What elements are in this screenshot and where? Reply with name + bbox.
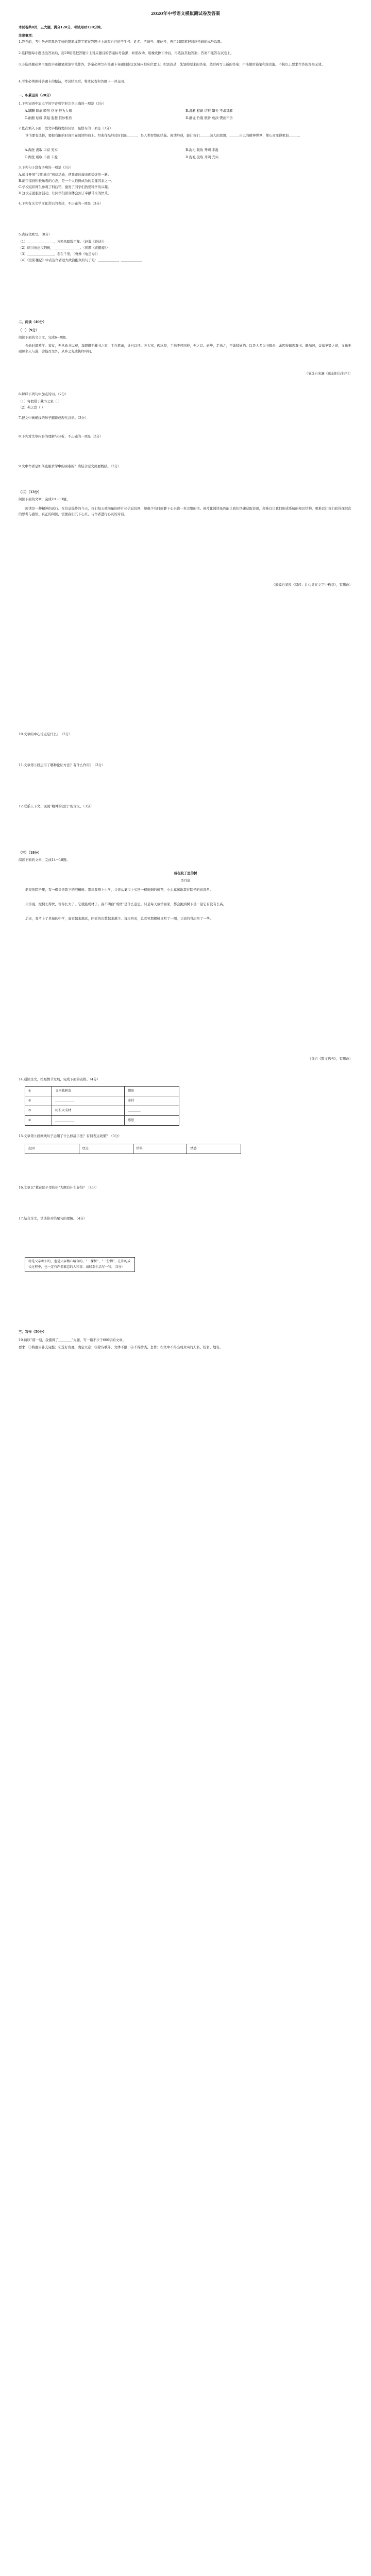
table-cell: ③ xyxy=(25,1106,52,1116)
sec3-heading: （三）（18分） xyxy=(19,851,42,855)
q1-option-b: B.澄澈 慰藉 诘难 擎天 不求甚解 xyxy=(185,109,233,113)
part2-heading: 二、阅读（40分） xyxy=(19,320,46,324)
q17-stem: 17.结合全文，谈谈你对结尾句的理解。（4分） xyxy=(19,1216,87,1221)
q14-stem: 14.通读全文，按照情节发展，完成下面的表格。（4分） xyxy=(19,1077,100,1081)
table-cell: ④ xyxy=(25,1116,52,1126)
writing-prompt: 19.请以“那一刻，我懂得了＿＿＿＿”为题，写一篇不少于600字的文章。 xyxy=(19,1338,126,1342)
q10-stem: 10.文章的中心论点是什么？（2分） xyxy=(19,732,72,736)
story-para-2: 父亲说，泡桐长得快，等你长大了，它就能成材了。我不明白“成材”是什么意思，只是每天放学回家，都会跑到树下量一量它有没有长高。 xyxy=(25,902,226,906)
q3-stem: 3.下列句子没有语病的一项是（3分） xyxy=(19,165,74,170)
table-row xyxy=(25,1116,179,1126)
q5-line-4: （4）《岳阳楼记》中表达作者远大政治抱负的句子是：＿＿＿＿＿＿，＿＿＿＿＿＿。 xyxy=(19,258,144,262)
story-para-3: 后来，我考上了县城的中学，离家越来越远，回家的次数越来越少。每次回来，总看见那棵树又粗了一圈，父亲的背却弯了一些。 xyxy=(25,917,213,921)
table-row xyxy=(25,1087,179,1096)
sec3-instruction: 阅读下面的文章，完成14～18题。 xyxy=(19,858,70,862)
passage-a-source: （节选自宋濂《送东阳马生序》） xyxy=(305,371,352,376)
q2-option-d: D.洗礼 汲取 开阔 充实 xyxy=(185,155,219,159)
q6-line-1: （1）每假借于藏书之家（ ） xyxy=(19,399,61,403)
q1-option-c: C.酝酿 炫耀 狭隘 遐想 惟妙惟肖 xyxy=(25,116,72,120)
part3-heading: 三、写作（50分） xyxy=(19,1330,46,1334)
q2-text: 读书要有选择，要把有限的时间用在阅读经典上。经典作品经过时间的＿＿＿，是人类智慧的结晶。阅读经典，能让我们＿＿＿前人的思想，＿＿＿自己的精神世界，使心灵变得更加＿＿＿。 xyxy=(25,133,302,138)
box-label-emotion: 情感 xyxy=(187,1144,241,1154)
q4-stem: 4.下列有关文学文化常识的表述，不正确的一项是（3分） xyxy=(19,201,103,206)
plot-table xyxy=(25,1086,179,1126)
box-label-result: 结果 xyxy=(133,1144,187,1154)
table-cell: 牵挂 xyxy=(124,1096,179,1106)
q7-stem: 7.把文中画横线的句子翻译成现代汉语。（3分） xyxy=(19,416,88,420)
q6-stem: 6.解释下列句中加点的词。（2分） xyxy=(19,392,69,396)
sec1-instruction: 阅读下面的文言文，完成6～9题。 xyxy=(19,335,69,340)
passage-b: 阅读是一种精神的远行。在信息爆炸的今天，我们每天被海量的碎片化信息包围，却很少有时间静下心来读一本完整的书。碎片化阅读虽然能让我们快速获取资讯，却难以让我们形成系统的知识结构，更难以让我们获得深层次的思考与感悟。真正的阅读，需要我们沉下心来，与作者进行心灵的对话。 xyxy=(19,506,351,516)
q1-option-a: A.蹒跚 肆虐 畸形 恪守 鲜为人知 xyxy=(25,109,72,113)
note-3: 3.非选择题必须用黑色字迹钢笔或签字笔作答，答案必须写在答题卡各题目指定区域内相应位置上；如需改动，先划掉原来的答案，然后再写上新的答案；不准使用铅笔和涂改液。不按以上要求作答的答案无效。 xyxy=(19,62,325,66)
table-cell: ＿＿＿＿ xyxy=(124,1106,179,1116)
q2-option-b: B.洗礼 吸收 开阔 丰盈 xyxy=(185,148,218,152)
q2-option-a: A.淘洗 汲取 丰富 充实 xyxy=(25,148,58,152)
q3-option-d: D.这次志愿服务活动，让同学们深刻体会到了奉献带来的快乐。 xyxy=(19,191,111,195)
q3-option-c: C.学校组织师生参观了科技馆，激发了同学们热爱科学的兴趣。 xyxy=(19,185,111,189)
sec2-heading: （二）（13分） xyxy=(19,490,42,494)
passage-a: 余幼时即嗜学。家贫，无从致书以观，每假借于藏书之家，手自笔录，计日以还。天大寒，砚冰坚，手指不可屈伸，弗之怠。录毕，走送之，不敢稍逾约。以是人多以书假余，余因得遍观群书。既加冠，益慕圣贤之道，又患无硕师名人与游，尝趋百里外，从乡之先达执经叩问。 xyxy=(19,344,351,353)
table-cell: ② xyxy=(25,1096,52,1106)
table-cell: 父亲栽树苗 xyxy=(52,1087,125,1096)
note-4: 4.考生必须保持答题卡的整洁，考试结束后，将本试卷和答题卡一并交回。 xyxy=(19,79,127,83)
q5-stem: 5.古诗文默写。（8分） xyxy=(19,232,52,236)
note-1: 1.答卷前，考生务必用黑色字迹的钢笔或签字笔在答题卡上填写自己的考生号、姓名、考场号、座位号，再用2B铅笔把对应号码的标号涂黑。 xyxy=(19,40,224,44)
part1-heading: 一、积累运用（20分） xyxy=(19,93,53,97)
table-row xyxy=(25,1096,179,1106)
notes-heading: 注意事项： xyxy=(19,33,35,38)
q15-stem: 15.文章第⑤段画线句子运用了什么修辞手法？有何表达效果？（3分） xyxy=(19,1134,122,1138)
passage-b-source: （摘编自某报《阅读：让心灵在文字中栖息》，有删改） xyxy=(272,583,352,587)
story-source: （选自《散文选刊》，有删改） xyxy=(308,1057,352,1061)
writing-requirements: 要求：①将题目补充完整；②选好角度，确定立意；③除诗歌外，文体不限；④不得抄袭、套作；⑤文中不得出现真实的人名、校名、地名。 xyxy=(19,1345,223,1349)
table-cell: 感恩 xyxy=(124,1116,179,1126)
q9-stem: 9.文中作者是如何克服求学中的困难的？请结合原文简要概括。（2分） xyxy=(19,464,121,468)
table-cell: 树长大成材 xyxy=(52,1106,125,1116)
q5-line-1: （1）＿＿＿＿＿＿＿＿，各领风骚数百年。（赵翼《论诗》） xyxy=(19,240,107,244)
doc-subtitle: 本试卷共8页，五大题，满分120分，考试用时120分钟。 xyxy=(19,25,104,29)
table-row xyxy=(25,1106,179,1116)
q2-option-c: C.淘洗 吸收 丰富 丰盈 xyxy=(25,155,58,159)
doc-title: 2020年中考语文模拟测试卷及答案 xyxy=(150,11,221,16)
q5-line-3: （3）＿＿＿＿＿＿＿＿，志在千里。（曹操《龟虽寿》） xyxy=(19,252,100,256)
note-2: 2.选择题每小题选出答案后，用2B铅笔把答题卡上对应题目的答案标号涂黑；如需改动，用橡皮擦干净后，再选涂其他答案；答案不能答在试卷上。 xyxy=(19,51,234,55)
table-cell: ① xyxy=(25,1087,52,1096)
q18-box: 树是父亲种下的，也是父亲精心培育的。“一棵树”，“一份情”。在你的成长过程中，也一定有许多难忘的人和事，请联系生活写一写。（3分） xyxy=(25,1257,135,1272)
table-cell: ＿＿＿＿＿＿ xyxy=(52,1096,125,1106)
table-row xyxy=(25,1144,241,1154)
q5-line-2: （2）晴川历历汉阳树，＿＿＿＿＿＿＿＿。（崔颢《黄鹤楼》） xyxy=(19,246,110,250)
q3-option-a: A.通过开展“文明城市”创建活动，使我市的城市面貌焕然一新。 xyxy=(19,173,111,177)
table-cell: ＿＿＿＿＿＿ xyxy=(52,1116,125,1126)
q11-stem: 11.文章第③段运用了哪种论证方法？有什么作用？（3分） xyxy=(19,763,105,767)
q1-stem: 1.下列词语中加点字的字音和字形完全正确的一项是（3分） xyxy=(19,101,106,106)
box-label-cause: 起因 xyxy=(25,1144,79,1154)
q12-stem: 12.联系上下文，说说“精神的远行”的含义。（3分） xyxy=(19,804,94,808)
q8-stem: 8.下列对文章内容的理解与分析，不正确的一项是（2分） xyxy=(19,434,103,438)
q16-stem: 16.文章以“栽在院子里的树”为题有什么好处？（4分） xyxy=(19,1185,98,1190)
table-cell: 期盼 xyxy=(124,1087,179,1096)
story-title: 栽在院子里的树 xyxy=(174,871,197,875)
q6-line-2: （2）弗之怠（ ） xyxy=(19,405,45,410)
q1-option-d: D.静谧 竹篾 骸骨 亵渎 锲而不舍 xyxy=(185,116,233,120)
story-para-1: 老家的院子里，有一棵父亲栽下的泡桐树。那年我刚上小学，父亲从集市上买回一棵细细的树苗，小心翼翼地栽在院子的东南角。 xyxy=(25,888,213,892)
sec2-instruction: 阅读下面的文章，完成10～13题。 xyxy=(19,497,70,501)
story-author: 李丹崖 xyxy=(180,878,191,883)
structure-box xyxy=(25,1144,241,1154)
sec1-heading: （一）（9分） xyxy=(19,328,39,332)
box-label-process: 经过 xyxy=(79,1144,133,1154)
q3-option-b: B.能否保持积极乐观的心态，是一个人取得成功的关键因素之一。 xyxy=(19,179,114,183)
q2-stem: 2.依次填入下面一段文字横线处的词语，最恰当的一项是（3分） xyxy=(19,126,113,130)
